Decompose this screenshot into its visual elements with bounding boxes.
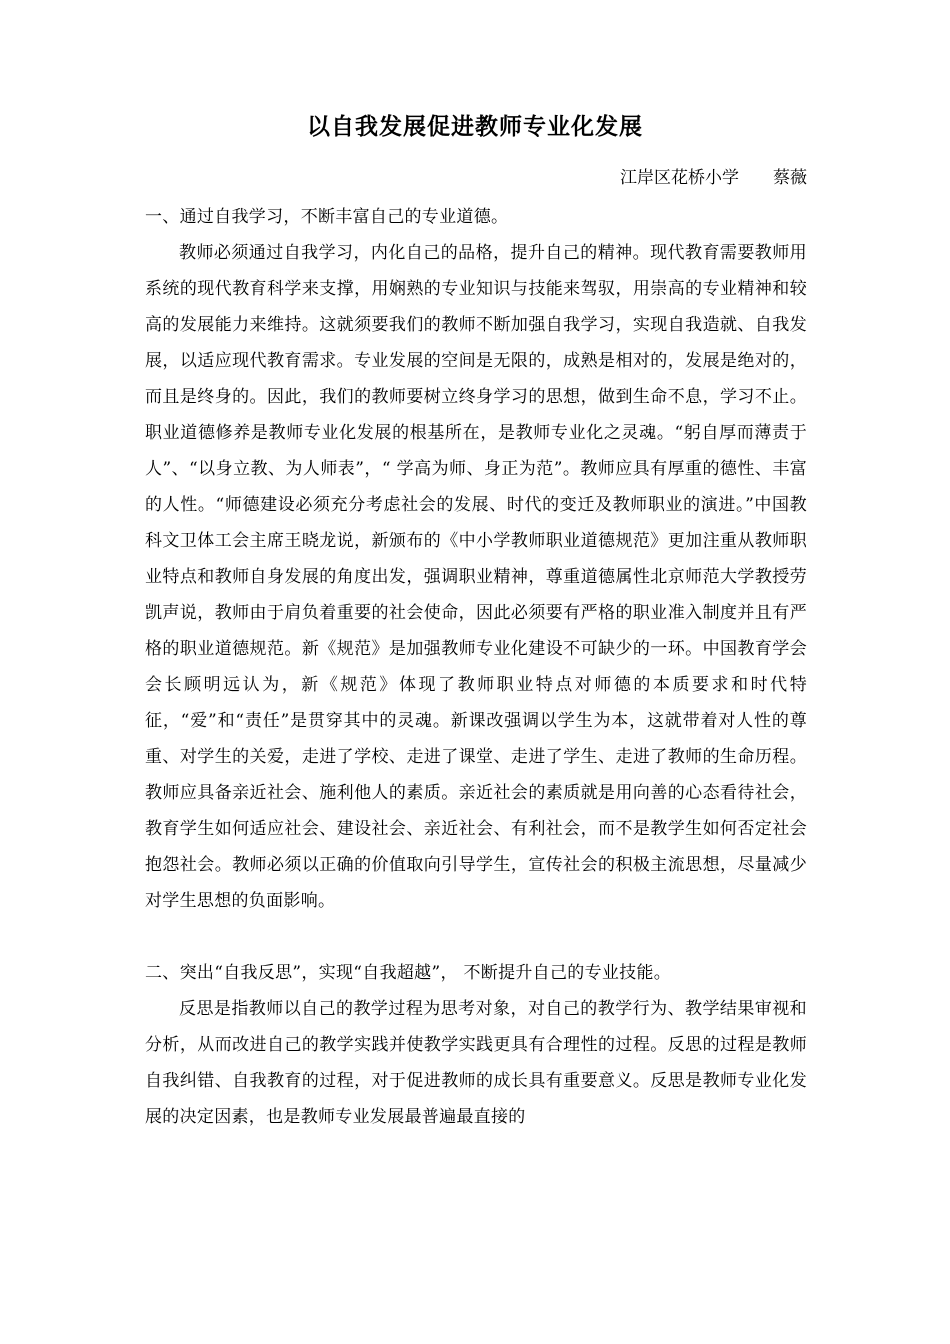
document-body — [145, 199, 807, 1135]
section-2-heading: 二、突出“自我反思”，实现“自我超越”， 不断提升自己的专业技能。 — [145, 963, 672, 983]
author-line: 江岸区花桥小学 蔡薇 — [620, 168, 807, 188]
section-1-heading: 一、通过自我学习，不断丰富自己的专业道德。 — [145, 207, 509, 227]
section-1-paragraph: 教师必须通过自我学习，内化自己的品格，提升自己的精神。现代教育需要教师用系统的现代教育科学来支撑，用娴熟的专业知识与技能来驾驭，用崇高的专业精神和较高的发展能力来维持。这就须要我们的教师不断加强自我学习，实现自我造就、自我发展，以适应现代教育需求。专业发展的空间是无限的，成熟是相对的，发展是绝对的，而且是终身的。因此，我们的教师要树立终身学习的思想，做到生命不息，学习不止。职业道德修养是教师专业化发展的根基所在，是教师专业化之灵魂。“躬自厚而薄责于人”、“以身立教、为人师表”，“ 学高为师、身正为范”。教师应具有厚重的德性、丰富的人性。“师德建设必须充分考虑社会的发展、时代的变迁及教师职业的演进。”中国教科文卫体工会主席王晓龙说，新颁布的《中小学教师职业道德规范》更加注重从教师职业特点和教师自身发展的角度出发，强调职业精神，尊重道德属性北京师范大学教授劳凯声说，教师由于肩负着重要的社会使命，因此必须要有严格的职业准入制度并且有严格的职业道德规范。新《规范》是加强教师专业化建设不可缺少的一环。中国教育学会会长顾明远认为，新《规范》体现了教师职业特点对师德的本质要求和时代特征，“爱”和“责任”是贯穿其中的灵魂。新课改强调以学生为本，这就带着对人性的尊重、对学生的关爱，走进了学校、走进了课堂、走进了学生、走进了教师的生命历程。教师应具备亲近社会、施利他人的素质。亲近社会的素质就是用向善的心态看待社会，教育学生如何适应社会、建设社会、亲近社会、有利社会，而不是教学生如何否定社会抱怨社会。教师必须以正确的价值取向引导学生，宣传社会的积极主流思想，尽量减少对学生思想的负面影响。 — [145, 243, 808, 911]
document-title: 以自我发展促进教师专业化发展 — [307, 114, 643, 140]
section-2-paragraph: 反思是指教师以自己的教学过程为思考对象，对自己的教学行为、教学结果审视和分析，从而改进自己的教学实践并使教学实践更具有合理性的过程。反思的过程是教师自我纠错、自我教育的过程，对于促进教师的成长具有重要意义。反思是教师专业化发展的决定因素，也是教师专业发展最普遍最直接的 — [145, 999, 807, 1127]
section-spacer — [145, 919, 807, 955]
